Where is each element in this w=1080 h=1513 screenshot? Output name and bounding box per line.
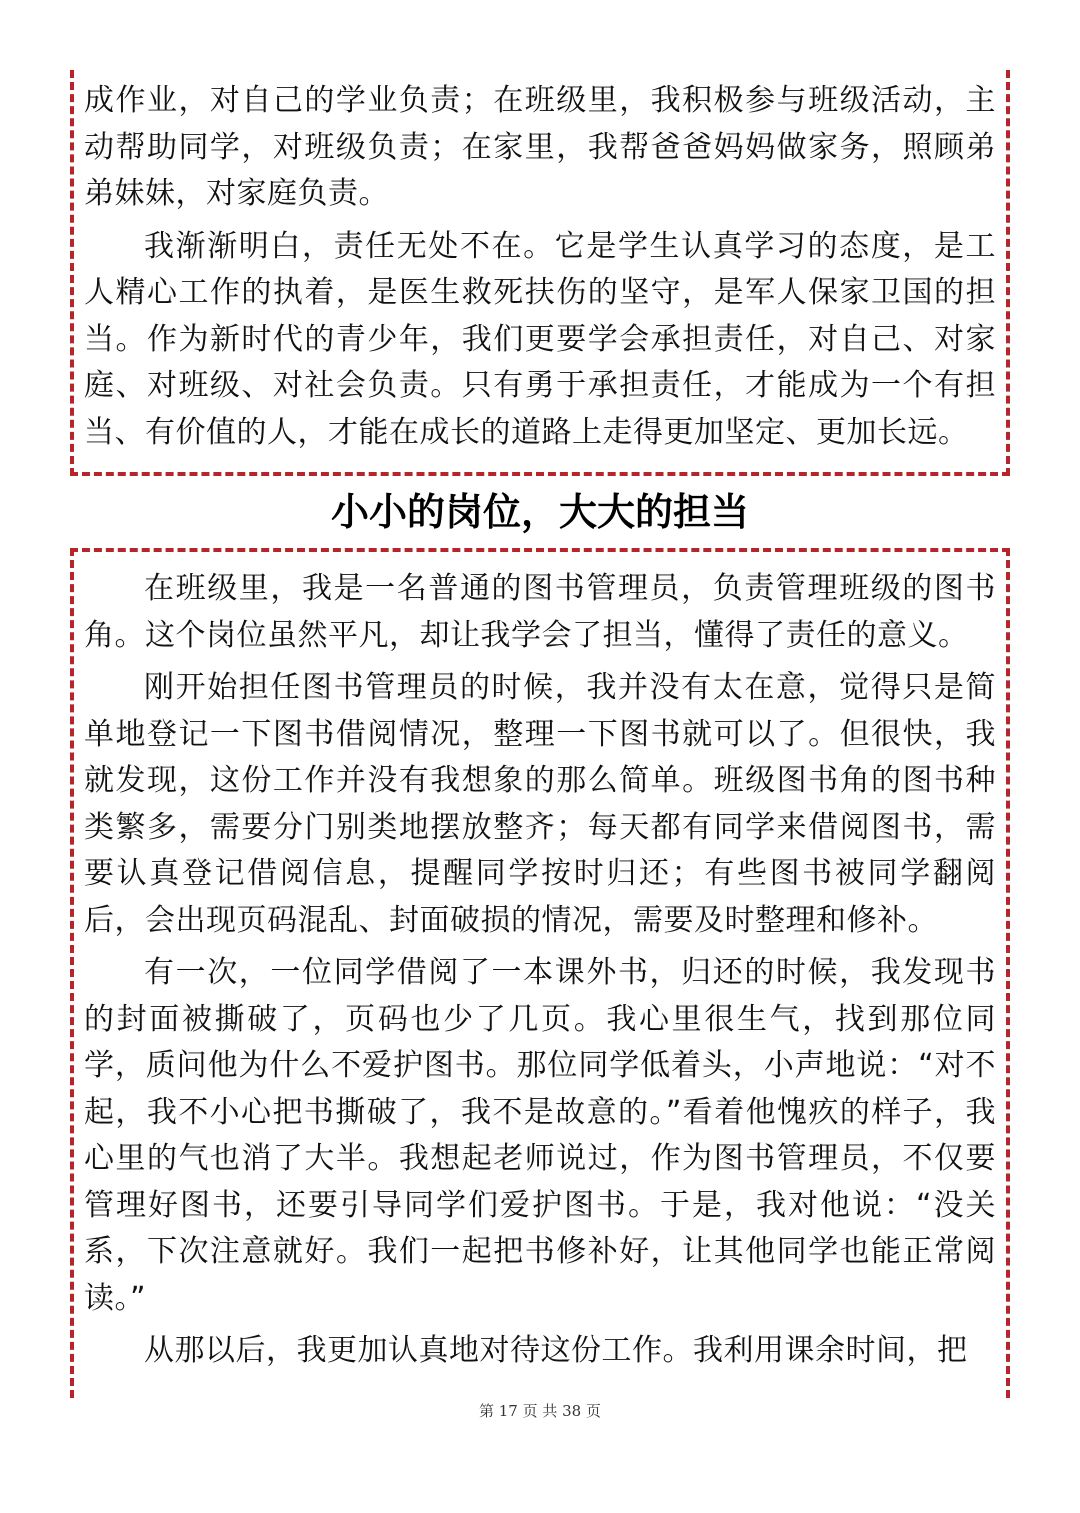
paragraph: 成作业，对自己的学业负责；在班级里，我积极参与班级活动，主动帮助同学，对班级负责；在家里，我帮爸爸妈妈做家务，照顾弟弟妹妹，对家庭负责。 — [84, 83, 996, 211]
essay-box-top — [70, 70, 1010, 476]
page-number: 第 17 页 共 38 页 — [478, 1402, 601, 1420]
paragraph: 从那以后，我更加认真地对待这份工作。我利用课余时间，把 — [144, 1333, 968, 1368]
paragraph: 我渐渐明白，责任无处不在。它是学生认真学习的态度，是工人精心工作的执着，是医生救死扶伤的坚守，是军人保家卫国的担当。作为新时代的青少年，我们更要学会承担责任，对自己、对家庭、对班级、对社会负责。只有勇于承担责任，才能成为一个有担当、有价值的人，才能在成长的道路上走得更加坚定、更加长远。 — [84, 228, 996, 450]
paragraph: 在班级里，我是一名普通的图书管理员，负责管理班级的图书角。这个岗位虽然平凡，却让我学会了担当，懂得了责任的意义。 — [84, 571, 996, 653]
paragraph: 有一次，一位同学借阅了一本课外书，归还的时候，我发现书的封面被撕破了，页码也少了几页。我心里很生气，找到那位同学，质问他为什么不爱护图书。那位同学低着头，小声地说：“对不起，我不小心把书撕破了，我不是故意的。”看着他愧疚的样子，我心里的气也消了大半。我想起老师说过，作为图书管理员，不仅要管理好图书，还要引导同学们爱护图书。于是，我对他说：“没关系，下次注意就好。我们一起把书修补好，让其他同学也能正常阅读。” — [84, 955, 996, 1316]
section-title: 小小的岗位，大大的担当 — [330, 490, 749, 534]
essay-box-bottom — [70, 548, 1010, 1398]
paragraph: 刚开始担任图书管理员的时候，我并没有太在意，觉得只是简单地登记一下图书借阅情况，整理一下图书就可以了。但很快，我就发现，这份工作并没有我想象的那么简单。班级图书角的图书种类繁多，需要分门别类地摆放整齐；每天都有同学来借阅图书，需要认真登记借阅信息，提醒同学按时归还；有些图书被同学翻阅后，会出现页码混乱、封面破损的情况，需要及时整理和修补。 — [84, 670, 996, 938]
